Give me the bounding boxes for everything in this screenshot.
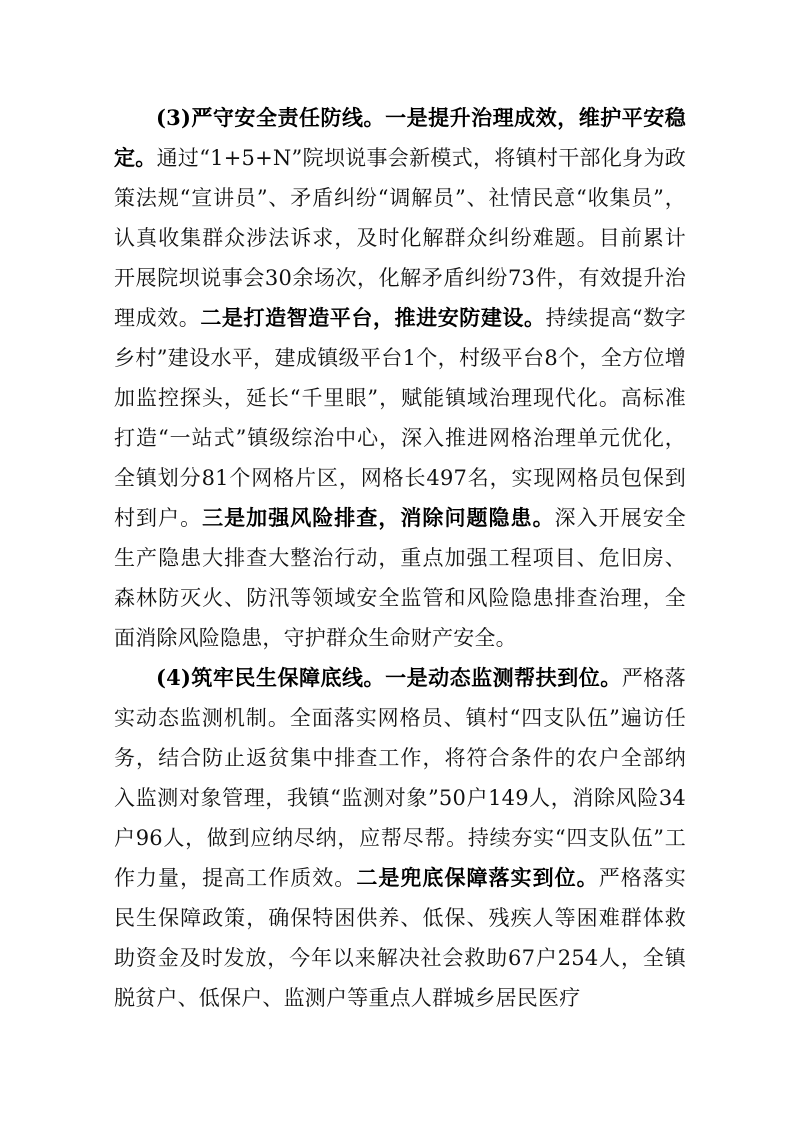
point-1-body: 通过“1+5+N”院坝说事会新模式，将镇村干部化身为政策法规“宣讲员”、矛盾纠纷“调解员”、社情民意“收集员”，认真收集群众涉法诉求，及时化解群众纠纷难题。目前累计开展院坝说事会30余场次，化解矛盾纠纷73件，有效提升治理成效。 — [114, 146, 686, 330]
point-3-heading: 三是加强风险排查，消除问题隐患。 — [202, 505, 555, 530]
section-heading-4: (4)筑牢民生保障底线。 — [156, 665, 386, 690]
point-1-heading: 一是提升治理成效，维护平安稳定。 — [114, 105, 686, 170]
point-1-heading: 一是动态监测帮扶到位。 — [385, 665, 622, 690]
point-2-heading: 二是兜底保障落实到位。 — [356, 865, 599, 890]
point-2-body: 持续提高“数字乡村”建设水平，建成镇级平台1个，村级平台8个，全方位增加监控探头，延长“千里眼”，赋能镇域治理现代化。高标准打造“一站式”镇级综治中心，深入推进网格治理单元优化，全镇划分81个网格片区，网格长497名，实现网格员包保到村到户。 — [114, 306, 687, 530]
point-1-body: 严格落实动态监测机制。全面落实网格员、镇村“四支队伍”遍访任务，结合防止返贫集中排查工作，将符合条件的农户全部纳入监测对象管理，我镇“监测对象”50户149人，消除风险34户96人，做到应纳尽纳，应帮尽帮。持续夯实“四支队伍”工作力量，提高工作质效。 — [114, 666, 687, 890]
section-heading-3: (3)严守安全责任防线。 — [156, 105, 386, 130]
document-body — [114, 98, 686, 1018]
paragraph-livelihood-security — [114, 658, 686, 1018]
point-2-body: 严格落实民生保障政策，确保特困供养、低保、残疾人等困难群体救助资金及时发放，今年以来解决社会救助67户254人，全镇脱贫户、低保户、监测户等重点人群城乡居民医疗 — [114, 866, 686, 1010]
point-3-body: 深入开展安全生产隐患大排查大整治行动，重点加强工程项目、危旧房、森林防灭火、防汛等领域安全监管和风险隐患排查治理，全面消除风险隐患，守护群众生命财产安全。 — [114, 506, 686, 650]
point-2-heading: 二是打造智造平台，推进安防建设。 — [200, 305, 546, 330]
paragraph-safety-responsibility — [114, 98, 686, 658]
